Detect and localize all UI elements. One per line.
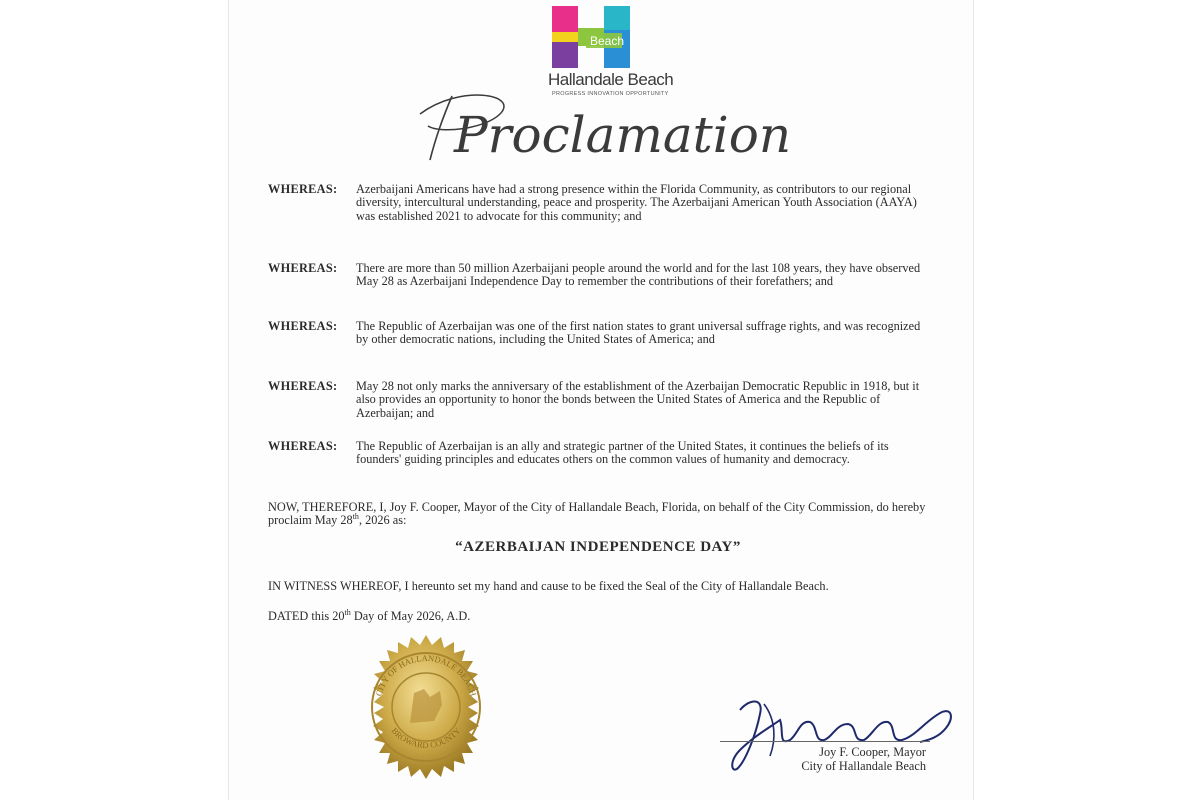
city-seal-icon	[352, 633, 500, 781]
dated-suffix: th	[344, 607, 351, 617]
whereas-clause-5	[268, 440, 928, 467]
dated-text-end: Day of May 2026, A.D.	[350, 609, 471, 623]
clause-text: May 28 not only marks the anniversary of the establishment of the Azerbaijan Democratic Republic in 1918, but it also provides an opportunity to honor the bonds between the United States of America and the Republic of Azerbaijan; and	[356, 379, 920, 420]
clause-text: There are more than 50 million Azerbaijani people around the world and for the last 108 years, they have observed May 28 as Azerbaijani Independence Day to remember the contributions of their forefathers; and	[356, 261, 921, 289]
signatory-block	[700, 745, 926, 773]
signatory-name: Joy F. Cooper, Mayor	[819, 745, 926, 759]
clause-keyword: WHEREAS:	[268, 182, 338, 196]
clause-text: The Republic of Azerbaijan was one of the first nation states to grant universal suffrage rights, and was recognized by other democratic nations, including the United States of America; and	[356, 319, 921, 347]
logo-tagline: PROGRESS INNOVATION OPPORTUNITY	[552, 91, 669, 97]
logo-badge-text: Beach	[590, 34, 625, 48]
clause-keyword: WHEREAS:	[268, 379, 338, 393]
seal-top-text: CITY OF HALLANDALE BEACH	[373, 652, 479, 698]
dated-text: DATED this 20	[268, 609, 345, 623]
logo-city-name: Hallandale Beach	[548, 70, 674, 89]
title-text: Proclamation	[454, 106, 792, 164]
proclaim-text: NOW, THEREFORE, I, Joy F. Cooper, Mayor of the City of Hallandale Beach, Florida, on behalf of the City Commission, do hereby proclaim May 28	[268, 500, 926, 528]
whereas-clause-1	[268, 183, 928, 223]
proclaim-text-end: , 2026 as:	[358, 513, 407, 528]
clause-keyword: WHEREAS:	[268, 439, 338, 453]
page-title	[400, 74, 830, 170]
whereas-clause-2	[268, 262, 928, 289]
signature-line	[720, 741, 930, 742]
clause-text: Azerbaijani Americans have had a strong presence within the Florida Community, as contributors to our regional diversity, intercultural understanding, peace and prosperity. The Azerbaijani American Youth Association (AAYA) was established 2021 to advocate for this community; and	[356, 182, 917, 223]
clause-text: The Republic of Azerbaijan is an ally and strategic partner of the United States, it continues the beliefs of its founders' guiding principles and educates others on the common values of humanity and democracy.	[356, 439, 889, 467]
seal-bottom-text: BROWARD COUNTY	[389, 725, 463, 750]
hallandale-h-logo-icon	[552, 6, 630, 68]
clause-keyword: WHEREAS:	[268, 319, 338, 333]
dated-line	[268, 607, 928, 623]
whereas-clause-4	[268, 380, 928, 420]
proclaim-suffix: th	[352, 512, 359, 522]
proclaim-paragraph	[268, 501, 928, 528]
clause-keyword: WHEREAS:	[268, 261, 338, 275]
whereas-clause-3	[268, 320, 928, 347]
signatory-organization: City of Hallandale Beach	[801, 759, 926, 773]
witness-paragraph: IN WITNESS WHEREOF, I hereunto set my hand and cause to be fixed the Seal of the City of Hallandale Beach.	[268, 579, 829, 593]
proclaimed-day-heading: “AZERBAIJAN INDEPENDENCE DAY”	[455, 539, 741, 555]
